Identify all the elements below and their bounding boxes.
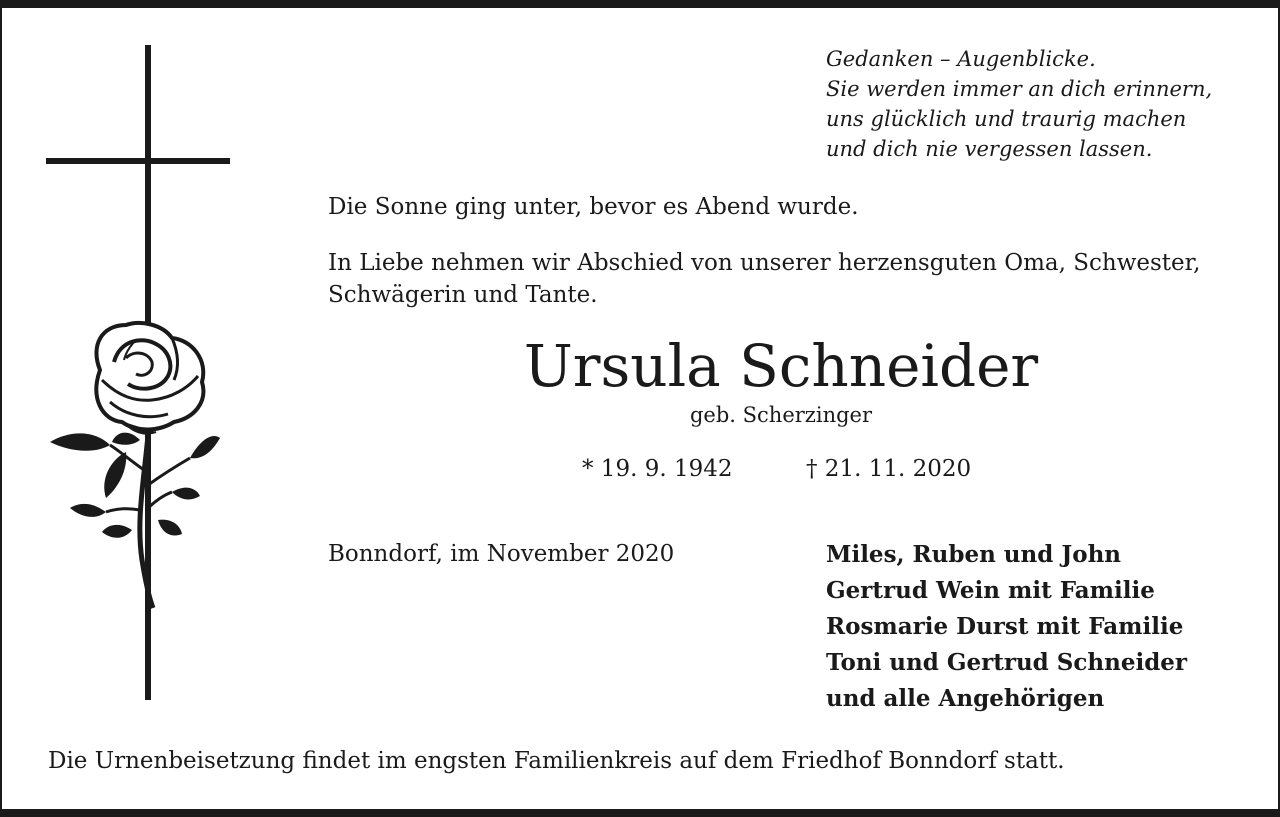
place-date: Bonndorf, im November 2020 <box>328 541 675 567</box>
mourner-line: und alle Angehörigen <box>826 685 1105 712</box>
mourner-line: Miles, Ruben und John <box>826 541 1122 568</box>
burial-note: Die Urnenbeisetzung findet im engsten Familienkreis auf dem Friedhof Bonndorf statt. <box>48 748 1065 774</box>
cross-with-rose <box>40 40 230 705</box>
poem <box>826 44 1246 164</box>
deceased-name: Ursula Schneider <box>523 332 1039 400</box>
rose-icon <box>50 323 220 608</box>
poem-line: Gedanken – Augenblicke. <box>826 47 1096 71</box>
mourners-list <box>826 537 1246 717</box>
death-date: † 21. 11. 2020 <box>806 456 972 482</box>
poem-line: und dich nie vergessen lassen. <box>826 137 1153 161</box>
intro-line: Die Sonne ging unter, bevor es Abend wurde. <box>328 194 859 220</box>
mourner-line: Gertrud Wein mit Familie <box>826 577 1155 604</box>
poem-line: Sie werden immer an dich erinnern, <box>826 77 1213 101</box>
maiden-name: geb. Scherzinger <box>689 403 873 427</box>
farewell-text: In Liebe nehmen wir Abschied von unserer herzensguten Oma, Schwester, Schwägerin und Tante. <box>328 250 1201 308</box>
mourner-line: Toni und Gertrud Schneider <box>826 649 1188 676</box>
mourner-line: Rosmarie Durst mit Familie <box>826 613 1184 640</box>
poem-line: uns glücklich und traurig machen <box>826 107 1187 131</box>
birth-date: * 19. 9. 1942 <box>582 456 733 482</box>
